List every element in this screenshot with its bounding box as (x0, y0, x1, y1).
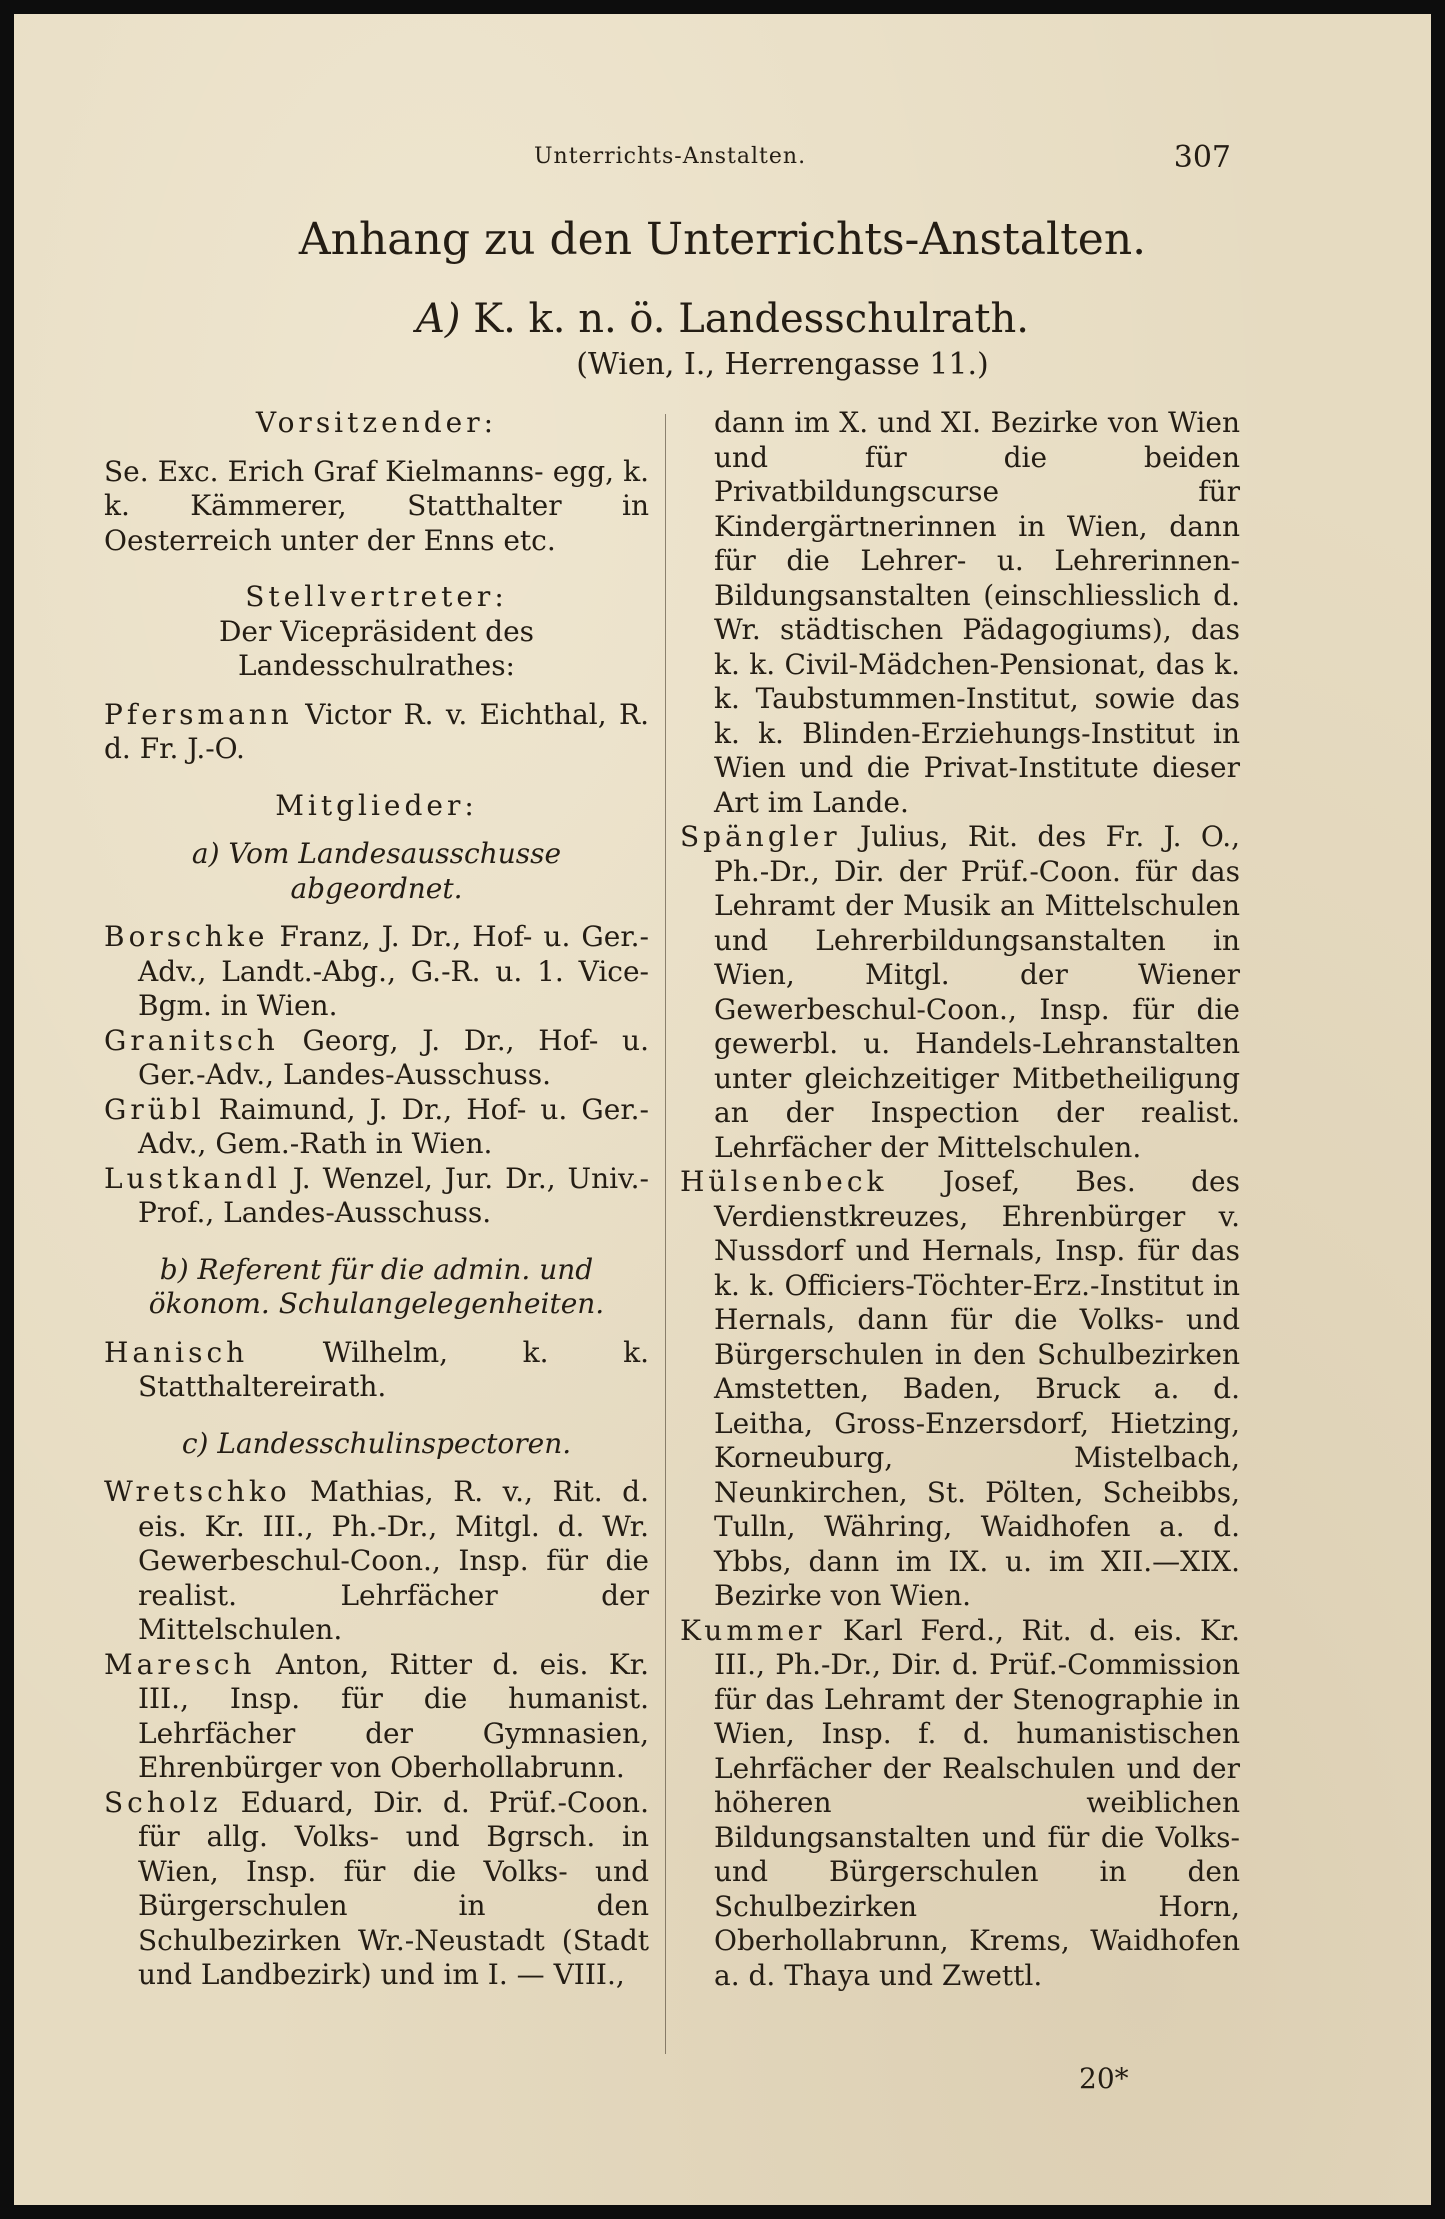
member-details: Anton, Ritter d. eis. Kr. III., Insp. für die humanist. Lehrfächer der Gymnasien, Ehrenbürger von Oberhollabrunn. (138, 1647, 649, 1784)
pfersmann-entry (104, 698, 649, 767)
member-name: Grübl (104, 1092, 205, 1126)
member-name: Scholz (104, 1785, 222, 1819)
page-title: Anhang zu den Unterrichts-Anstalten. (298, 214, 1147, 265)
member-entry (680, 1165, 1240, 1614)
member-entry (104, 920, 649, 1024)
continuation-text: dann im X. und XI. Bezirke von Wien und für die beiden Privatbildungscurse für Kindergärtnerinnen in Wien, dann für die Lehrer- u. Lehrerinnen-Bildungsanstalten (einschliesslich d. Wr. städtischen Pädagogiums), das k. k. Civil-Mädchen-Pensionat, das k. k. Taubstummen-Institut, sowie das k. k. Blinden-Erziehungs-Institut in Wien und die Privat-Institute dieser Art im Lande. (714, 406, 1240, 819)
document-page (14, 14, 1431, 2205)
member-name: Kummer (680, 1613, 826, 1647)
stellvertreter-text: Der Vicepräsident des Landesschulrathes: (218, 614, 535, 682)
member-name: Hülsenbeck (680, 1165, 888, 1198)
vorsitzender-entry (104, 455, 649, 559)
member-details: Franz, J. Dr., Hof- u. Ger.-Adv., Landt.-Abg., G.-R. u. 1. Vice-Bgm. in Wien. (138, 920, 649, 1022)
section-title-text: K. k. n. ö. Landesschulrath. (473, 296, 1029, 342)
members-right-list (680, 820, 1240, 1993)
vorsitzender-rest: egg, k. k. Kämmerer, Statthalter in Oesterreich unter der Enns etc. (104, 454, 649, 557)
member-details: Karl Ferd., Rit. d. eis. Kr. III., Ph.-Dr., Dir. d. Prüf.-Commission für das Lehramt der Stenographie in Wien, Insp. f. d. humanistischen Lehrfächer der Realschulen und der höheren weiblichen Bildungsanstalten und für die Volks- und Bürgerschulen in den Schulbezirken Horn, Oberhollabrunn, Krems, Waidhofen a. d. Thaya und Zwettl. (714, 1613, 1240, 1992)
member-entry (680, 820, 1240, 1165)
member-name: Wretschko (104, 1475, 291, 1508)
subsection-c: c) Landesschulinspectoren. (181, 1426, 572, 1460)
pfersmann-rest: Victor R. v. Eichthal, R. d. Fr. J.-O. (104, 697, 650, 765)
member-name: Borschke (104, 920, 269, 953)
member-name: Maresch (104, 1647, 256, 1681)
members-a-list (104, 920, 649, 1231)
signature-mark: 20* (1079, 2062, 1129, 2095)
member-entry (104, 1475, 649, 1648)
member-details: Raimund, J. Dr., Hof- u. Ger.-Adv., Gem.-Rath in Wien. (138, 1092, 649, 1160)
address: (Wien, I., Herrengasse 11.) (576, 347, 989, 382)
member-name: Lustkandl (104, 1161, 281, 1195)
page-number: 307 (1173, 140, 1231, 175)
member-entry (104, 1648, 649, 1786)
member-name: Hanisch (104, 1335, 249, 1369)
section-title (14, 296, 1431, 342)
subsection-b: b) Referent für die admin. und ökonom. Schulangelegenheiten. (148, 1252, 605, 1320)
member-details: J. Wenzel, Jur. Dr., Univ.-Prof., Landes-Ausschuss. (138, 1161, 649, 1229)
member-entry (680, 1614, 1240, 1994)
mitglieder-heading: Mitglieder: (275, 788, 478, 822)
section-letter: A) (416, 296, 461, 342)
member-entry (104, 1024, 649, 1093)
members-c-list (104, 1475, 649, 1993)
member-details: Georg, J. Dr., Hof- u. Ger.-Adv., Landes-Ausschuss. (138, 1023, 649, 1091)
members-b-list (104, 1336, 649, 1405)
left-column (104, 406, 649, 1993)
right-column (680, 406, 1240, 1993)
member-details: Eduard, Dir. d. Prüf.-Coon. für allg. Volks- und Bgrsch. in Wien, Insp. für die Volks- und Bürgerschulen in den Schulbezirken Wr.-Neustadt (Stadt und Landbezirk) und im I. — VIII., (138, 1785, 649, 1991)
member-name: Spängler (680, 820, 841, 853)
running-head: Unterrichts-Anstalten. (534, 144, 807, 169)
vorsitzender-heading: Vorsitzender: (255, 406, 498, 439)
member-entry (104, 1162, 649, 1231)
stellvertreter-heading: Stellvertreter: (245, 580, 508, 613)
member-details: Julius, Rit. des Fr. J. O., Ph.-Dr., Dir. der Prüf.-Coon. für das Lehramt der Musik an Mittelschulen und Lehrerbildungsanstalten in Wien, Mitgl. der Wiener Gewerbeschul-Coon., Insp. für die gewerbl. u. Handels-Lehranstalten unter gleichzeitiger Mitbetheiligung an der Inspection der realist. Lehrfächer der Mittelschulen. (714, 820, 1240, 1164)
member-name: Granitsch (104, 1023, 279, 1057)
member-entry (104, 1336, 649, 1405)
member-entry (104, 1093, 649, 1162)
pfersmann-name: Pfersmann (104, 697, 293, 731)
member-details: Wilhelm, k. k. Statthaltereirath. (138, 1335, 649, 1403)
member-details: Mathias, R. v., Rit. d. eis. Kr. III., Ph.-Dr., Mitgl. d. Wr. Gewerbeschul-Coon., Insp. für die realist. Lehrfächer der Mittelschulen. (138, 1475, 649, 1646)
subsection-a: a) Vom Landesausschusse abgeordnet. (191, 837, 562, 905)
member-details: Josef, Bes. des Verdienstkreuzes, Ehrenbürger v. Nussdorf und Hernals, Insp. für das k. k. Officiers-Töchter-Erz.-Institut in Hernals, dann für die Volks- und Bürgerschulen in den Schulbezirken Amstetten, Baden, Bruck a. d. Leitha, Gross-Enzersdorf, Hietzing, Korneuburg, Mistelbach, Neunkirchen, St. Pölten, Scheibbs, Tulln, Währing, Waidhofen a. d. Ybbs, dann im IX. u. im XII.—XIX. Bezirke von Wien. (714, 1165, 1240, 1612)
member-entry (104, 1786, 649, 1993)
column-divider (665, 414, 666, 2054)
vorsitzender-name: Se. Exc. Erich Graf Kielmanns- (104, 454, 544, 488)
